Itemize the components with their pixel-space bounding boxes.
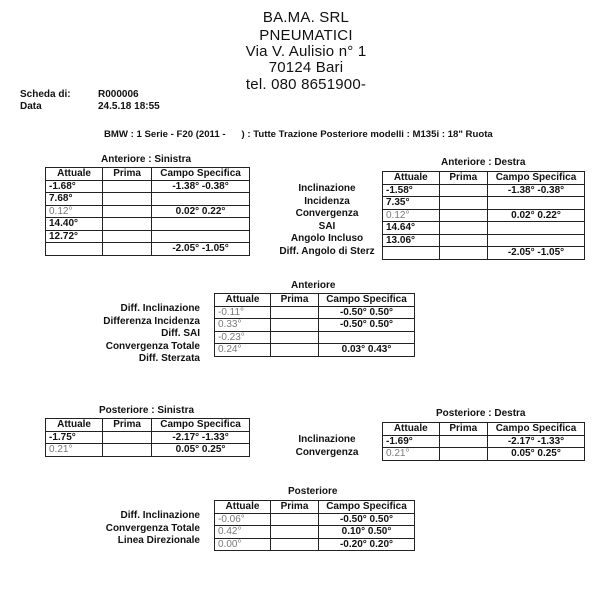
company-address: Via V. Aulisio n° 1 (245, 43, 367, 60)
header-row (215, 294, 415, 307)
table-row (215, 526, 415, 539)
table-row (46, 218, 250, 231)
param-label: Convergenza Totale (105, 340, 200, 352)
param-label: Inclinazione (298, 434, 356, 445)
table-row (46, 205, 250, 218)
scheda-label: Scheda di: (20, 89, 71, 100)
front-axle-labels (70, 303, 200, 366)
campo-cell: 0.05° 0.25° (488, 448, 585, 461)
table-row (383, 435, 585, 448)
table-row (215, 538, 415, 551)
table-row (46, 230, 250, 243)
prima-cell (439, 197, 487, 210)
col-campo-header: Campo Specifica (152, 168, 250, 181)
data-label: Data (20, 101, 42, 112)
table-row (215, 344, 415, 357)
rear-params (272, 434, 382, 459)
col-campo-header: Campo Specifica (319, 501, 415, 514)
attuale-cell: 14.64° (383, 222, 440, 235)
attuale-cell: 7.68° (46, 193, 103, 206)
table-row (215, 319, 415, 332)
campo-cell (488, 234, 585, 247)
campo-cell (488, 197, 585, 210)
param-label: Convergenza (295, 208, 359, 219)
company-name: BA.MA. SRL (262, 9, 350, 26)
col-prima-header: Prima (439, 423, 487, 436)
col-attuale-header: Attuale (215, 501, 271, 514)
table-row (383, 197, 585, 210)
col-attuale-header: Attuale (46, 419, 103, 432)
attuale-cell: -0.06° (215, 513, 271, 526)
attuale-cell: 0.21° (46, 444, 103, 457)
attuale-cell: 0.24° (215, 344, 271, 357)
col-campo-header: Campo Specifica (488, 423, 585, 436)
table-row (383, 184, 585, 197)
param-label: SAI (318, 220, 336, 232)
attuale-cell: -1.75° (46, 431, 103, 444)
attuale-cell: -0.23° (215, 331, 271, 344)
front-left-table (45, 167, 250, 256)
data-value: 24.5.18 18:55 (98, 101, 160, 112)
front-left-title: Anteriore : Sinistra (101, 154, 192, 165)
campo-cell (152, 230, 250, 243)
prima-cell (103, 205, 152, 218)
front-axle-title: Anteriore (291, 280, 336, 291)
param-label: Diff. Inclinazione (120, 303, 200, 314)
table-row (383, 234, 585, 247)
table-row (215, 331, 415, 344)
prima-cell (271, 319, 319, 332)
attuale-cell: -1.69° (383, 435, 440, 448)
param-label: Diff. Inclinazione (120, 510, 200, 521)
prima-cell (271, 538, 319, 551)
col-prima-header: Prima (271, 501, 319, 514)
prima-cell (439, 247, 487, 260)
attuale-cell: 14.40° (46, 218, 103, 231)
campo-cell: -0.50° 0.50° (319, 306, 415, 319)
attuale-cell (46, 243, 103, 256)
campo-cell (488, 222, 585, 235)
attuale-cell: -1.58° (383, 184, 440, 197)
table-row (46, 431, 250, 444)
rear-axle-title: Posteriore (288, 486, 338, 497)
col-campo-header: Campo Specifica (319, 294, 415, 307)
table-row (383, 247, 585, 260)
prima-cell (439, 209, 487, 222)
campo-cell: -2.17° -1.33° (152, 431, 250, 444)
front-axle-table (214, 293, 415, 357)
param-label: Inclinazione (298, 183, 356, 194)
prima-cell (103, 243, 152, 256)
col-prima-header: Prima (439, 172, 487, 185)
campo-cell: 0.10° 0.50° (319, 526, 415, 539)
campo-cell (152, 193, 250, 206)
table-row (383, 209, 585, 222)
table-row (383, 222, 585, 235)
company-phone: tel. 080 8651900- (245, 76, 367, 93)
param-label: Diff. Angolo di Sterz (279, 245, 375, 257)
param-label: Diff. SAI (161, 328, 200, 339)
param-label: Convergenza (295, 446, 359, 458)
header-row (383, 172, 585, 185)
col-prima-header: Prima (103, 168, 152, 181)
campo-cell (319, 331, 415, 344)
col-campo-header: Campo Specifica (152, 419, 250, 432)
rear-axle-labels (70, 510, 200, 548)
attuale-cell: 0.12° (383, 209, 440, 222)
param-label: Differenza Incidenza (103, 315, 200, 327)
campo-cell: 0.05° 0.25° (152, 444, 250, 457)
prima-cell (103, 230, 152, 243)
prima-cell (271, 344, 319, 357)
campo-cell: 0.03° 0.43° (319, 344, 415, 357)
prima-cell (271, 526, 319, 539)
col-campo-header: Campo Specifica (488, 172, 585, 185)
table-row (46, 243, 250, 256)
campo-cell: -1.38° -0.38° (488, 184, 585, 197)
campo-cell (152, 218, 250, 231)
param-label: Incidenza (304, 195, 350, 207)
vehicle-description: BMW : 1 Serie - F20 (2011 - ) : Tutte Trazione Posteriore modelli : M135i : 18" Ruota (104, 129, 493, 140)
campo-cell: -2.05° -1.05° (152, 243, 250, 256)
param-label: Diff. Sterzata (138, 353, 200, 364)
prima-cell (103, 431, 152, 444)
front-params (272, 183, 382, 258)
prima-cell (439, 435, 487, 448)
campo-cell: -0.50° 0.50° (319, 319, 415, 332)
prima-cell (271, 513, 319, 526)
rear-axle-table (214, 500, 415, 551)
prima-cell (439, 448, 487, 461)
attuale-cell: 7.35° (383, 197, 440, 210)
col-attuale-header: Attuale (383, 172, 440, 185)
col-prima-header: Prima (103, 419, 152, 432)
param-label: Linea Direzionale (117, 535, 200, 546)
scheda-value: R000006 (98, 89, 139, 100)
attuale-cell (383, 247, 440, 260)
rear-left-title: Posteriore : Sinistra (99, 405, 195, 416)
col-attuale-header: Attuale (383, 423, 440, 436)
company-line2: PNEUMATICI (259, 27, 353, 44)
campo-cell: -2.05° -1.05° (488, 247, 585, 260)
param-label: Angolo Incluso (290, 233, 364, 244)
rear-left-table (45, 418, 250, 457)
attuale-cell: 0.12° (46, 205, 103, 218)
attuale-cell: 0.42° (215, 526, 271, 539)
table-row (215, 513, 415, 526)
attuale-cell: 12.72° (46, 230, 103, 243)
prima-cell (103, 444, 152, 457)
campo-cell: -1.38° -0.38° (152, 180, 250, 193)
front-right-title: Anteriore : Destra (441, 157, 526, 168)
prima-cell (439, 234, 487, 247)
header-row (383, 423, 585, 436)
table-row (46, 193, 250, 206)
col-attuale-header: Attuale (215, 294, 271, 307)
attuale-cell: 0.00° (215, 538, 271, 551)
header-row (215, 501, 415, 514)
attuale-cell: 0.21° (383, 448, 440, 461)
header-row (46, 419, 250, 432)
rear-right-table (382, 422, 585, 461)
col-attuale-header: Attuale (46, 168, 103, 181)
attuale-cell: -0.11° (215, 306, 271, 319)
rear-right-title: Posteriore : Destra (436, 408, 526, 419)
prima-cell (439, 222, 487, 235)
table-row (383, 448, 585, 461)
attuale-cell: 13.06° (383, 234, 440, 247)
header-row (46, 168, 250, 181)
prima-cell (103, 193, 152, 206)
campo-cell: -2.17° -1.33° (488, 435, 585, 448)
campo-cell: -0.50° 0.50° (319, 513, 415, 526)
prima-cell (103, 180, 152, 193)
campo-cell: -0.20° 0.20° (319, 538, 415, 551)
attuale-cell: -1.68° (46, 180, 103, 193)
param-label: Convergenza Totale (105, 522, 200, 534)
prima-cell (271, 331, 319, 344)
front-right-table (382, 171, 585, 260)
prima-cell (271, 306, 319, 319)
attuale-cell: 0.33° (215, 319, 271, 332)
prima-cell (439, 184, 487, 197)
col-prima-header: Prima (271, 294, 319, 307)
campo-cell: 0.02° 0.22° (152, 205, 250, 218)
table-row (46, 180, 250, 193)
table-row (46, 444, 250, 457)
campo-cell: 0.02° 0.22° (488, 209, 585, 222)
company-city: 70124 Bari (268, 59, 344, 76)
prima-cell (103, 218, 152, 231)
table-row (215, 306, 415, 319)
